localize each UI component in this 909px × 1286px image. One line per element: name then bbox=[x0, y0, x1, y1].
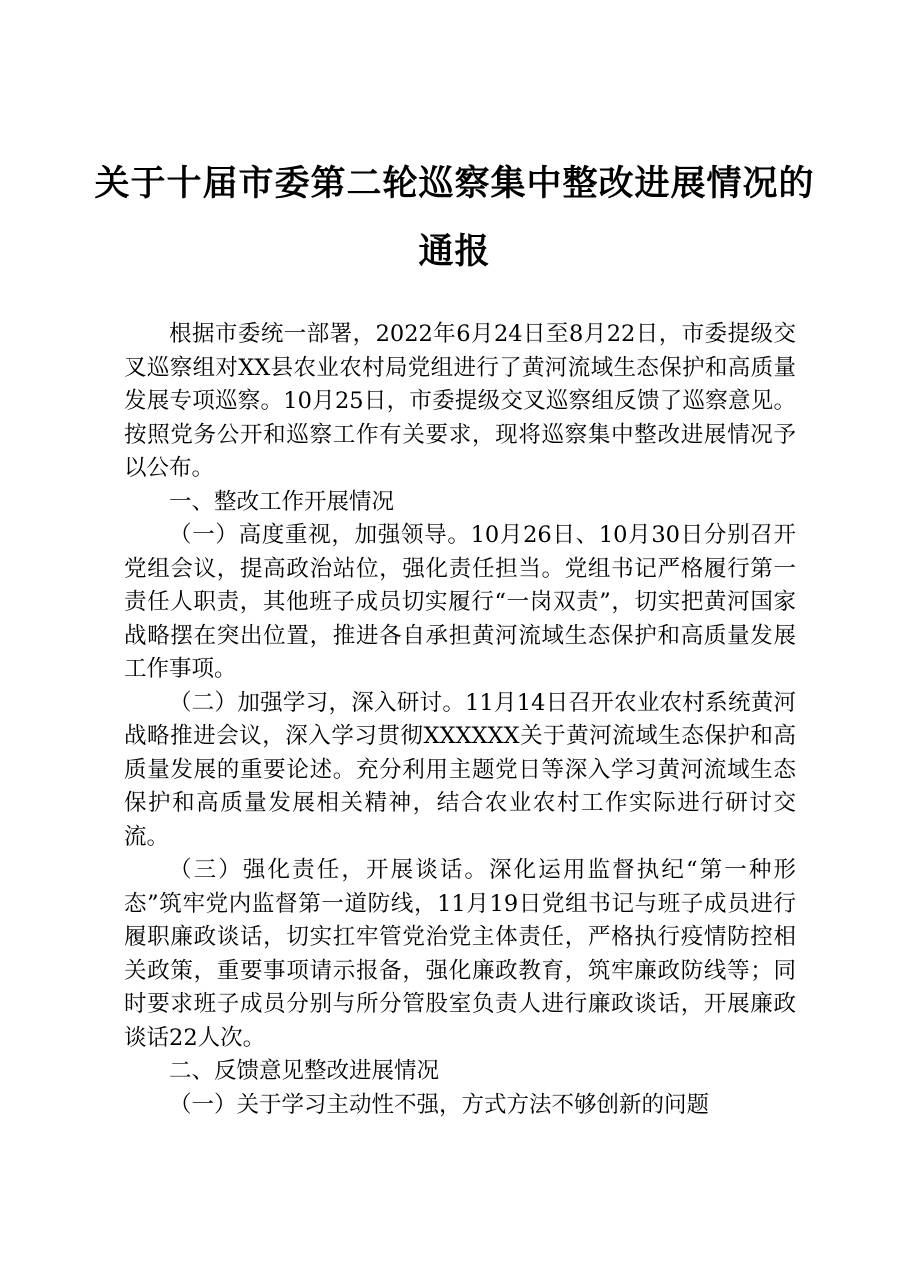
section-heading-2: 二、反馈意见整改进展情况 bbox=[169, 1058, 440, 1084]
paragraph-item-1: （一）高度重视，加强领导。10月26日、10月30日分别召开党组会议，提高政治站位，强化责任担当。党组书记严格履行第一责任人职责，其他班子成员切实履行“一岗双责”，切实把黄河国家战略摆在突出位置，推进各自承担黄河流域生态保护和高质量发展工作事项。 bbox=[124, 522, 796, 682]
subsection-heading-1: （一）关于学习主动性不强，方式方法不够创新的问题 bbox=[169, 1091, 710, 1118]
document-title bbox=[0, 150, 909, 286]
section-heading-1: 一、整改工作开展情况 bbox=[169, 488, 395, 515]
document-body bbox=[124, 318, 796, 1122]
paragraph-item-3: （三）强化责任，开展谈话。深化运用监督执纪“第一种形态”筑牢党内监督第一道防线，11月19日党组书记与班子成员进行履职廉政谈话，切实扛牢管党治党主体责任，严格执行疫情防控相关政策，重要事项请示报备，强化廉政教育，筑牢廉政防线等；同时要求班子成员分别与所分管股室负责人进行廉政谈话，开展廉政谈话22人次。 bbox=[124, 857, 796, 1051]
paragraph-intro: 根据市委统一部署，2022年6月24日至8月22日，市委提级交叉巡察组对XX县农业农村局党组进行了黄河流域生态保护和高质量发展专项巡察。10月25日，市委提级交叉巡察组反馈了巡察意见。按照党务公开和巡察工作有关要求，现将巡察集中整改进展情况予以公布。 bbox=[124, 321, 796, 481]
title-line-1: 关于十届市委第二轮巡察集中整改进展情况的 bbox=[94, 164, 815, 204]
title-line-2: 通报 bbox=[418, 232, 491, 272]
paragraph-item-2: （二）加强学习，深入研讨。11月14日召开农业农村系统黄河战略推进会议，深入学习贯彻XXXXXX关于黄河流域生态保护和高质量发展的重要论述。充分利用主题党日等深入学习黄河流域生态保护和高质量发展相关精神，结合农业农村工作实际进行研讨交流。 bbox=[124, 689, 796, 850]
